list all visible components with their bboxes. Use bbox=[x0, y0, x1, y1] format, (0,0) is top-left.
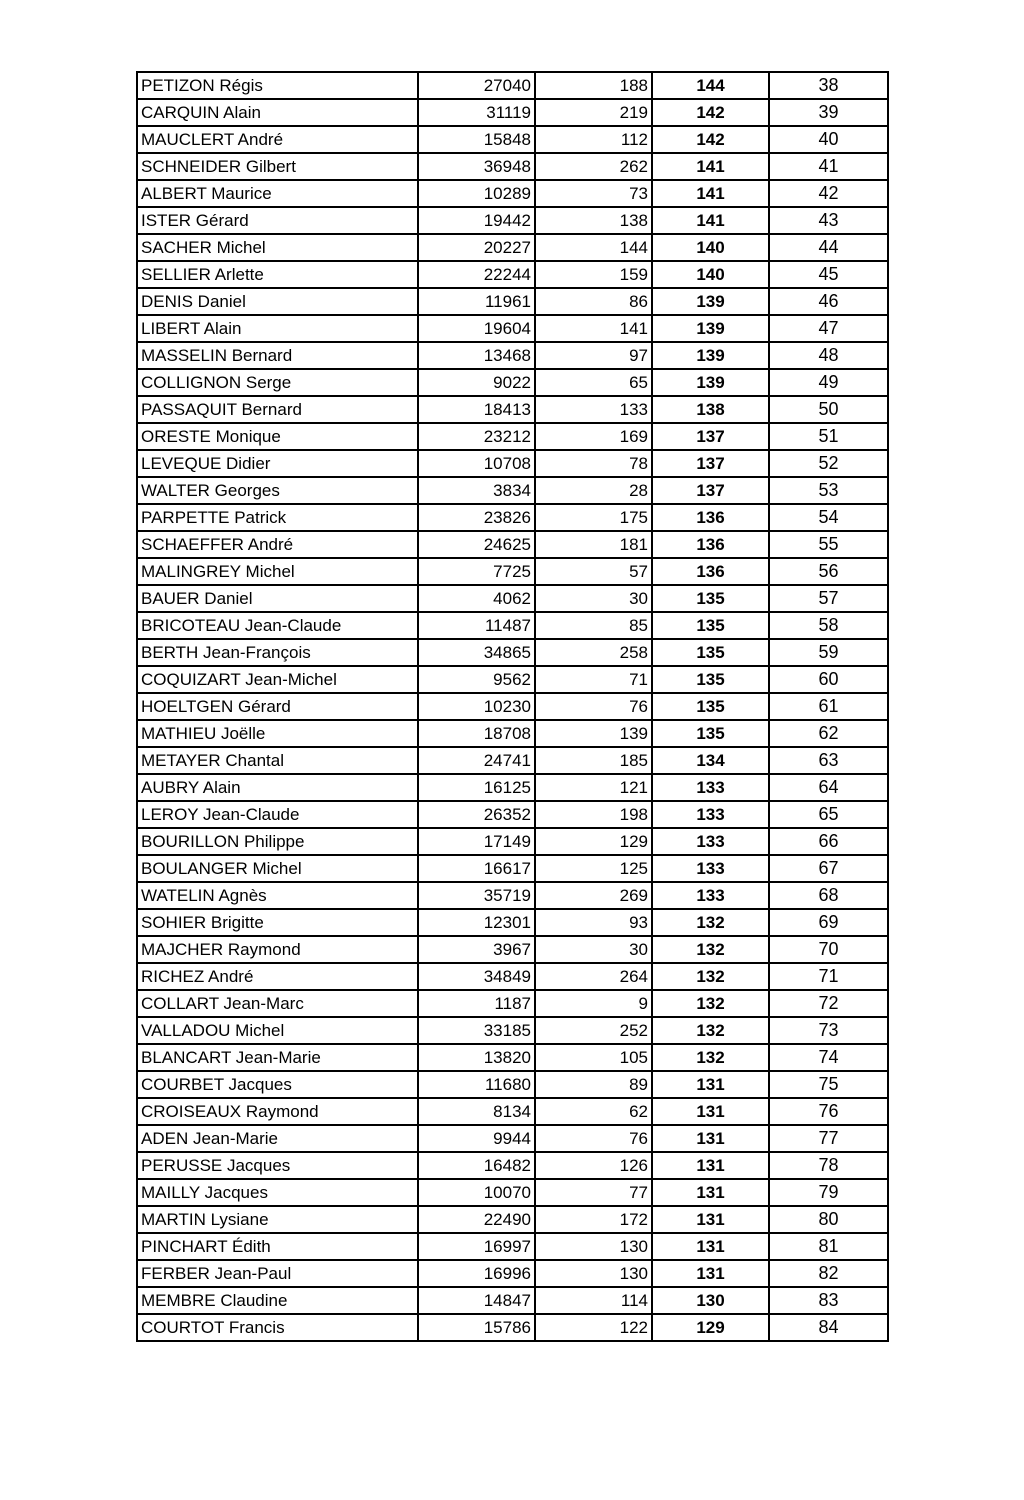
table-row bbox=[137, 855, 888, 882]
value-cell: 24741 bbox=[418, 747, 535, 774]
score-cell: 137 bbox=[652, 423, 769, 450]
score-cell: 136 bbox=[652, 531, 769, 558]
rank-cell: 54 bbox=[769, 504, 888, 531]
table-row bbox=[137, 207, 888, 234]
count-cell: 129 bbox=[535, 828, 652, 855]
count-cell: 77 bbox=[535, 1179, 652, 1206]
rank-cell: 76 bbox=[769, 1098, 888, 1125]
score-cell: 139 bbox=[652, 342, 769, 369]
name-cell: ORESTE Monique bbox=[137, 423, 418, 450]
table-row bbox=[137, 369, 888, 396]
name-cell: CARQUIN Alain bbox=[137, 99, 418, 126]
score-cell: 141 bbox=[652, 207, 769, 234]
value-cell: 12301 bbox=[418, 909, 535, 936]
name-cell: RICHEZ André bbox=[137, 963, 418, 990]
value-cell: 16996 bbox=[418, 1260, 535, 1287]
table-row bbox=[137, 288, 888, 315]
table-row bbox=[137, 1071, 888, 1098]
table-row bbox=[137, 747, 888, 774]
value-cell: 16125 bbox=[418, 774, 535, 801]
count-cell: 159 bbox=[535, 261, 652, 288]
value-cell: 9022 bbox=[418, 369, 535, 396]
value-cell: 3967 bbox=[418, 936, 535, 963]
count-cell: 30 bbox=[535, 585, 652, 612]
score-cell: 130 bbox=[652, 1287, 769, 1314]
name-cell: CROISEAUX Raymond bbox=[137, 1098, 418, 1125]
count-cell: 93 bbox=[535, 909, 652, 936]
rank-cell: 60 bbox=[769, 666, 888, 693]
count-cell: 264 bbox=[535, 963, 652, 990]
name-cell: MAILLY Jacques bbox=[137, 1179, 418, 1206]
rank-cell: 56 bbox=[769, 558, 888, 585]
name-cell: BRICOTEAU Jean-Claude bbox=[137, 612, 418, 639]
rank-cell: 66 bbox=[769, 828, 888, 855]
table-row bbox=[137, 234, 888, 261]
score-cell: 136 bbox=[652, 558, 769, 585]
table-row bbox=[137, 1125, 888, 1152]
score-cell: 131 bbox=[652, 1098, 769, 1125]
count-cell: 85 bbox=[535, 612, 652, 639]
count-cell: 30 bbox=[535, 936, 652, 963]
score-cell: 133 bbox=[652, 774, 769, 801]
ranking-table bbox=[136, 71, 889, 1342]
score-cell: 139 bbox=[652, 288, 769, 315]
score-cell: 136 bbox=[652, 504, 769, 531]
value-cell: 18708 bbox=[418, 720, 535, 747]
score-cell: 142 bbox=[652, 99, 769, 126]
count-cell: 252 bbox=[535, 1017, 652, 1044]
table-row bbox=[137, 693, 888, 720]
count-cell: 71 bbox=[535, 666, 652, 693]
rank-cell: 55 bbox=[769, 531, 888, 558]
table-row bbox=[137, 423, 888, 450]
count-cell: 138 bbox=[535, 207, 652, 234]
rank-cell: 80 bbox=[769, 1206, 888, 1233]
name-cell: WALTER Georges bbox=[137, 477, 418, 504]
name-cell: SACHER Michel bbox=[137, 234, 418, 261]
score-cell: 137 bbox=[652, 477, 769, 504]
count-cell: 86 bbox=[535, 288, 652, 315]
rank-cell: 73 bbox=[769, 1017, 888, 1044]
name-cell: FERBER Jean-Paul bbox=[137, 1260, 418, 1287]
table-row bbox=[137, 504, 888, 531]
rank-cell: 57 bbox=[769, 585, 888, 612]
value-cell: 10070 bbox=[418, 1179, 535, 1206]
score-cell: 131 bbox=[652, 1233, 769, 1260]
score-cell: 132 bbox=[652, 936, 769, 963]
rank-cell: 40 bbox=[769, 126, 888, 153]
rank-cell: 38 bbox=[769, 72, 888, 99]
name-cell: ADEN Jean-Marie bbox=[137, 1125, 418, 1152]
name-cell: COQUIZART Jean-Michel bbox=[137, 666, 418, 693]
value-cell: 9944 bbox=[418, 1125, 535, 1152]
table-row bbox=[137, 909, 888, 936]
count-cell: 76 bbox=[535, 693, 652, 720]
table-row bbox=[137, 612, 888, 639]
value-cell: 15786 bbox=[418, 1314, 535, 1341]
rank-cell: 39 bbox=[769, 99, 888, 126]
score-cell: 133 bbox=[652, 882, 769, 909]
table-row bbox=[137, 936, 888, 963]
score-cell: 137 bbox=[652, 450, 769, 477]
score-cell: 131 bbox=[652, 1206, 769, 1233]
name-cell: BLANCART Jean-Marie bbox=[137, 1044, 418, 1071]
count-cell: 125 bbox=[535, 855, 652, 882]
value-cell: 19442 bbox=[418, 207, 535, 234]
name-cell: COURBET Jacques bbox=[137, 1071, 418, 1098]
score-cell: 140 bbox=[652, 234, 769, 261]
table-row bbox=[137, 639, 888, 666]
count-cell: 144 bbox=[535, 234, 652, 261]
value-cell: 23212 bbox=[418, 423, 535, 450]
value-cell: 18413 bbox=[418, 396, 535, 423]
rank-cell: 49 bbox=[769, 369, 888, 396]
rank-cell: 59 bbox=[769, 639, 888, 666]
count-cell: 181 bbox=[535, 531, 652, 558]
score-cell: 133 bbox=[652, 855, 769, 882]
value-cell: 13468 bbox=[418, 342, 535, 369]
table-row bbox=[137, 315, 888, 342]
rank-cell: 81 bbox=[769, 1233, 888, 1260]
rank-cell: 72 bbox=[769, 990, 888, 1017]
value-cell: 22490 bbox=[418, 1206, 535, 1233]
score-cell: 133 bbox=[652, 828, 769, 855]
count-cell: 258 bbox=[535, 639, 652, 666]
name-cell: SCHAEFFER André bbox=[137, 531, 418, 558]
value-cell: 10289 bbox=[418, 180, 535, 207]
rank-cell: 63 bbox=[769, 747, 888, 774]
name-cell: BOULANGER Michel bbox=[137, 855, 418, 882]
rank-cell: 64 bbox=[769, 774, 888, 801]
score-cell: 135 bbox=[652, 612, 769, 639]
value-cell: 4062 bbox=[418, 585, 535, 612]
count-cell: 114 bbox=[535, 1287, 652, 1314]
score-cell: 144 bbox=[652, 72, 769, 99]
name-cell: ISTER Gérard bbox=[137, 207, 418, 234]
rank-cell: 46 bbox=[769, 288, 888, 315]
score-cell: 129 bbox=[652, 1314, 769, 1341]
name-cell: LEVEQUE Didier bbox=[137, 450, 418, 477]
name-cell: SCHNEIDER Gilbert bbox=[137, 153, 418, 180]
rank-cell: 44 bbox=[769, 234, 888, 261]
value-cell: 31119 bbox=[418, 99, 535, 126]
score-cell: 139 bbox=[652, 315, 769, 342]
table-row bbox=[137, 774, 888, 801]
rank-cell: 50 bbox=[769, 396, 888, 423]
value-cell: 34849 bbox=[418, 963, 535, 990]
table-row bbox=[137, 450, 888, 477]
value-cell: 11961 bbox=[418, 288, 535, 315]
table-row bbox=[137, 990, 888, 1017]
name-cell: METAYER Chantal bbox=[137, 747, 418, 774]
rank-cell: 67 bbox=[769, 855, 888, 882]
name-cell: MAUCLERT André bbox=[137, 126, 418, 153]
count-cell: 62 bbox=[535, 1098, 652, 1125]
name-cell: DENIS Daniel bbox=[137, 288, 418, 315]
count-cell: 73 bbox=[535, 180, 652, 207]
score-cell: 135 bbox=[652, 585, 769, 612]
rank-cell: 75 bbox=[769, 1071, 888, 1098]
value-cell: 34865 bbox=[418, 639, 535, 666]
value-cell: 10708 bbox=[418, 450, 535, 477]
table-row bbox=[137, 99, 888, 126]
value-cell: 19604 bbox=[418, 315, 535, 342]
rank-cell: 62 bbox=[769, 720, 888, 747]
rank-cell: 58 bbox=[769, 612, 888, 639]
name-cell: COLLART Jean-Marc bbox=[137, 990, 418, 1017]
name-cell: LEROY Jean-Claude bbox=[137, 801, 418, 828]
count-cell: 121 bbox=[535, 774, 652, 801]
name-cell: BERTH Jean-François bbox=[137, 639, 418, 666]
rank-cell: 52 bbox=[769, 450, 888, 477]
name-cell: LIBERT Alain bbox=[137, 315, 418, 342]
score-cell: 134 bbox=[652, 747, 769, 774]
rank-cell: 83 bbox=[769, 1287, 888, 1314]
name-cell: COLLIGNON Serge bbox=[137, 369, 418, 396]
rank-cell: 41 bbox=[769, 153, 888, 180]
score-cell: 135 bbox=[652, 693, 769, 720]
table-row bbox=[137, 180, 888, 207]
rank-cell: 82 bbox=[769, 1260, 888, 1287]
count-cell: 105 bbox=[535, 1044, 652, 1071]
name-cell: MATHIEU Joëlle bbox=[137, 720, 418, 747]
score-cell: 131 bbox=[652, 1125, 769, 1152]
table-body bbox=[137, 72, 888, 1341]
score-cell: 135 bbox=[652, 720, 769, 747]
count-cell: 262 bbox=[535, 153, 652, 180]
rank-cell: 61 bbox=[769, 693, 888, 720]
table-row bbox=[137, 1017, 888, 1044]
name-cell: SOHIER Brigitte bbox=[137, 909, 418, 936]
table-row bbox=[137, 882, 888, 909]
value-cell: 35719 bbox=[418, 882, 535, 909]
table-row bbox=[137, 396, 888, 423]
table-row bbox=[137, 1152, 888, 1179]
rank-cell: 65 bbox=[769, 801, 888, 828]
count-cell: 175 bbox=[535, 504, 652, 531]
rank-cell: 71 bbox=[769, 963, 888, 990]
score-cell: 135 bbox=[652, 666, 769, 693]
rank-cell: 68 bbox=[769, 882, 888, 909]
table-row bbox=[137, 558, 888, 585]
rank-cell: 48 bbox=[769, 342, 888, 369]
score-cell: 132 bbox=[652, 990, 769, 1017]
value-cell: 17149 bbox=[418, 828, 535, 855]
count-cell: 172 bbox=[535, 1206, 652, 1233]
value-cell: 16997 bbox=[418, 1233, 535, 1260]
count-cell: 169 bbox=[535, 423, 652, 450]
count-cell: 78 bbox=[535, 450, 652, 477]
rank-cell: 77 bbox=[769, 1125, 888, 1152]
name-cell: MALINGREY Michel bbox=[137, 558, 418, 585]
count-cell: 130 bbox=[535, 1260, 652, 1287]
count-cell: 185 bbox=[535, 747, 652, 774]
count-cell: 219 bbox=[535, 99, 652, 126]
table-row bbox=[137, 1287, 888, 1314]
score-cell: 132 bbox=[652, 1017, 769, 1044]
name-cell: VALLADOU Michel bbox=[137, 1017, 418, 1044]
score-cell: 131 bbox=[652, 1152, 769, 1179]
count-cell: 122 bbox=[535, 1314, 652, 1341]
table-row bbox=[137, 828, 888, 855]
name-cell: HOELTGEN Gérard bbox=[137, 693, 418, 720]
rank-cell: 70 bbox=[769, 936, 888, 963]
name-cell: PARPETTE Patrick bbox=[137, 504, 418, 531]
table-row bbox=[137, 1044, 888, 1071]
name-cell: MAJCHER Raymond bbox=[137, 936, 418, 963]
value-cell: 20227 bbox=[418, 234, 535, 261]
value-cell: 15848 bbox=[418, 126, 535, 153]
name-cell: ALBERT Maurice bbox=[137, 180, 418, 207]
table-row bbox=[137, 963, 888, 990]
rank-cell: 84 bbox=[769, 1314, 888, 1341]
value-cell: 22244 bbox=[418, 261, 535, 288]
score-cell: 131 bbox=[652, 1179, 769, 1206]
name-cell: PASSAQUIT Bernard bbox=[137, 396, 418, 423]
rank-cell: 43 bbox=[769, 207, 888, 234]
table-row bbox=[137, 1098, 888, 1125]
value-cell: 14847 bbox=[418, 1287, 535, 1314]
value-cell: 36948 bbox=[418, 153, 535, 180]
count-cell: 141 bbox=[535, 315, 652, 342]
name-cell: SELLIER Arlette bbox=[137, 261, 418, 288]
rank-cell: 45 bbox=[769, 261, 888, 288]
table-row bbox=[137, 342, 888, 369]
count-cell: 139 bbox=[535, 720, 652, 747]
count-cell: 133 bbox=[535, 396, 652, 423]
count-cell: 126 bbox=[535, 1152, 652, 1179]
name-cell: PETIZON Régis bbox=[137, 72, 418, 99]
table-row bbox=[137, 261, 888, 288]
table-row bbox=[137, 1179, 888, 1206]
name-cell: MARTIN Lysiane bbox=[137, 1206, 418, 1233]
score-cell: 142 bbox=[652, 126, 769, 153]
name-cell: BAUER Daniel bbox=[137, 585, 418, 612]
count-cell: 57 bbox=[535, 558, 652, 585]
value-cell: 16482 bbox=[418, 1152, 535, 1179]
table-row bbox=[137, 1206, 888, 1233]
table-row bbox=[137, 801, 888, 828]
count-cell: 269 bbox=[535, 882, 652, 909]
count-cell: 9 bbox=[535, 990, 652, 1017]
count-cell: 198 bbox=[535, 801, 652, 828]
value-cell: 8134 bbox=[418, 1098, 535, 1125]
count-cell: 28 bbox=[535, 477, 652, 504]
table-row bbox=[137, 72, 888, 99]
count-cell: 76 bbox=[535, 1125, 652, 1152]
table-row bbox=[137, 1233, 888, 1260]
score-cell: 133 bbox=[652, 801, 769, 828]
table-row bbox=[137, 531, 888, 558]
score-cell: 139 bbox=[652, 369, 769, 396]
value-cell: 26352 bbox=[418, 801, 535, 828]
score-cell: 141 bbox=[652, 153, 769, 180]
value-cell: 1187 bbox=[418, 990, 535, 1017]
table-row bbox=[137, 477, 888, 504]
table-row bbox=[137, 153, 888, 180]
name-cell: BOURILLON Philippe bbox=[137, 828, 418, 855]
rank-cell: 51 bbox=[769, 423, 888, 450]
name-cell: MEMBRE Claudine bbox=[137, 1287, 418, 1314]
table-row bbox=[137, 126, 888, 153]
value-cell: 11487 bbox=[418, 612, 535, 639]
value-cell: 9562 bbox=[418, 666, 535, 693]
value-cell: 7725 bbox=[418, 558, 535, 585]
name-cell: PINCHART Édith bbox=[137, 1233, 418, 1260]
rank-cell: 47 bbox=[769, 315, 888, 342]
count-cell: 112 bbox=[535, 126, 652, 153]
score-cell: 132 bbox=[652, 963, 769, 990]
score-cell: 131 bbox=[652, 1071, 769, 1098]
table-row bbox=[137, 585, 888, 612]
table-row bbox=[137, 1314, 888, 1341]
rank-cell: 42 bbox=[769, 180, 888, 207]
count-cell: 188 bbox=[535, 72, 652, 99]
count-cell: 65 bbox=[535, 369, 652, 396]
rank-cell: 79 bbox=[769, 1179, 888, 1206]
rank-cell: 69 bbox=[769, 909, 888, 936]
score-cell: 132 bbox=[652, 909, 769, 936]
table-row bbox=[137, 1260, 888, 1287]
score-cell: 132 bbox=[652, 1044, 769, 1071]
value-cell: 11680 bbox=[418, 1071, 535, 1098]
value-cell: 3834 bbox=[418, 477, 535, 504]
rank-cell: 53 bbox=[769, 477, 888, 504]
count-cell: 97 bbox=[535, 342, 652, 369]
name-cell: COURTOT Francis bbox=[137, 1314, 418, 1341]
name-cell: WATELIN Agnès bbox=[137, 882, 418, 909]
value-cell: 16617 bbox=[418, 855, 535, 882]
table-row bbox=[137, 720, 888, 747]
score-cell: 131 bbox=[652, 1260, 769, 1287]
count-cell: 130 bbox=[535, 1233, 652, 1260]
name-cell: AUBRY Alain bbox=[137, 774, 418, 801]
rank-cell: 78 bbox=[769, 1152, 888, 1179]
value-cell: 13820 bbox=[418, 1044, 535, 1071]
value-cell: 24625 bbox=[418, 531, 535, 558]
name-cell: PERUSSE Jacques bbox=[137, 1152, 418, 1179]
value-cell: 10230 bbox=[418, 693, 535, 720]
rank-cell: 74 bbox=[769, 1044, 888, 1071]
score-cell: 140 bbox=[652, 261, 769, 288]
value-cell: 33185 bbox=[418, 1017, 535, 1044]
name-cell: MASSELIN Bernard bbox=[137, 342, 418, 369]
score-cell: 135 bbox=[652, 639, 769, 666]
score-cell: 138 bbox=[652, 396, 769, 423]
value-cell: 27040 bbox=[418, 72, 535, 99]
table-row bbox=[137, 666, 888, 693]
value-cell: 23826 bbox=[418, 504, 535, 531]
count-cell: 89 bbox=[535, 1071, 652, 1098]
score-cell: 141 bbox=[652, 180, 769, 207]
